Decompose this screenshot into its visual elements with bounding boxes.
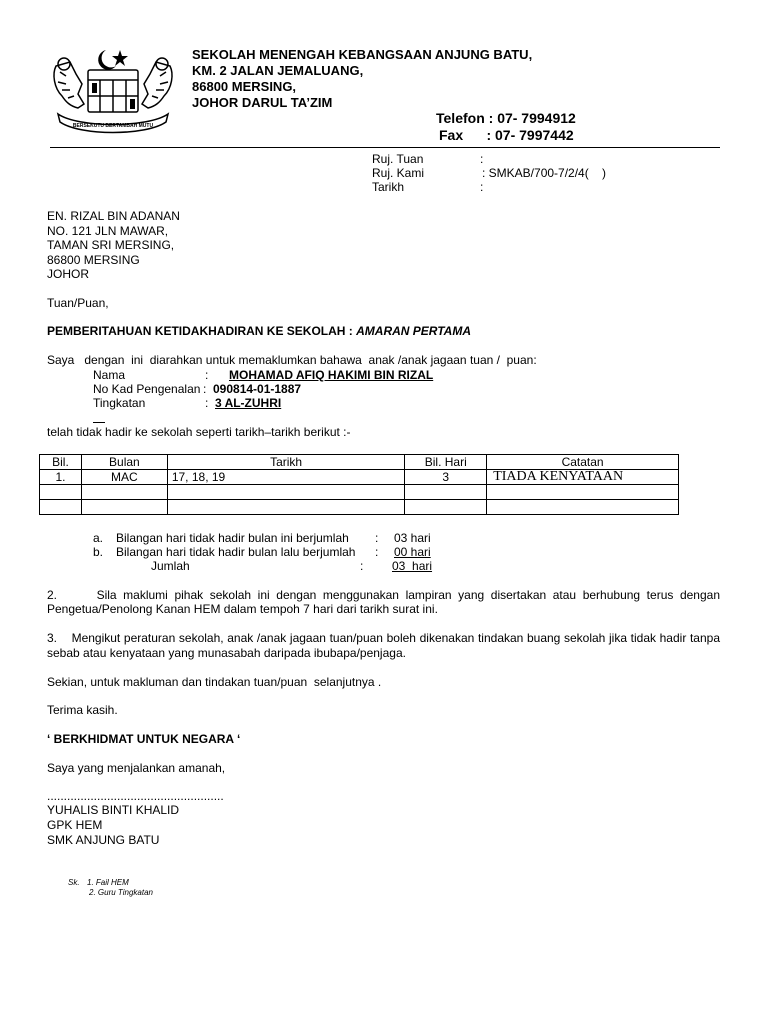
summary-b-label: b. bbox=[93, 545, 104, 559]
motto: ‘ BERKHIDMAT UNTUK NEGARA ‘ bbox=[47, 732, 241, 746]
ic-label: No Kad Pengenalan bbox=[93, 382, 201, 396]
closing-1: Sekian, untuk makluman dan tindakan tuan/puan selanjutnya . bbox=[47, 675, 382, 689]
header-bil: Bil. bbox=[40, 455, 82, 470]
summary-a-value: 03 hari bbox=[394, 531, 431, 545]
jumlah-value: 03 hari bbox=[392, 559, 433, 573]
fax-label: Fax : bbox=[439, 127, 492, 143]
closing-2: Terima kasih. bbox=[47, 703, 118, 717]
ruj-tuan-value: : bbox=[480, 152, 484, 166]
telefon-value: 07- 7994912 bbox=[497, 110, 576, 126]
header-bulan: Bulan bbox=[81, 455, 167, 470]
header-catatan: Catatan bbox=[487, 455, 679, 470]
recipient-line-4: 86800 MERSING bbox=[47, 253, 140, 267]
summary-b-value-text: 00 hari bbox=[394, 545, 431, 559]
tarikh-label: Tarikh bbox=[372, 180, 405, 194]
recipient-line-1: EN. RIZAL BIN ADANAN bbox=[47, 209, 180, 223]
signatory-school: SMK ANJUNG BATU bbox=[47, 833, 160, 847]
telefon bbox=[436, 109, 576, 127]
ruj-kami-label: Ruj. Kami bbox=[372, 166, 425, 180]
summary-b-text: Bilangan hari tidak hadir bulan lalu berjumlah bbox=[116, 545, 356, 559]
cell-bulan: MAC bbox=[81, 470, 167, 485]
paragraph-2-line-2: Pengetua/Penolong Kanan HEM dalam tempoh 7 hari dari tarikh surat ini. bbox=[47, 602, 438, 616]
salutation: Tuan/Puan, bbox=[47, 296, 109, 310]
absence-intro: telah tidak hadir ke sekolah seperti tarikh–tarikh berikut :- bbox=[47, 425, 351, 439]
school-name: SEKOLAH MENENGAH KEBANGSAAN ANJUNG BATU, bbox=[192, 47, 533, 62]
recipient-line-5: JOHOR bbox=[47, 267, 89, 281]
cc-item-2: 2. Guru Tingkatan bbox=[89, 888, 153, 897]
ruj-kami-value: : SMKAB/700-7/2/4( ) bbox=[482, 166, 607, 180]
tingkatan-label: Tingkatan bbox=[93, 396, 146, 410]
nama-value: MOHAMAD AFIQ HAKIMI BIN RIZAL bbox=[229, 368, 434, 382]
letterhead-divider bbox=[50, 147, 720, 148]
signatory-name: YUHALIS BINTI KHALID bbox=[47, 803, 180, 817]
summary-b-colon: : bbox=[375, 545, 379, 559]
intro-text: Saya dengan ini diarahkan untuk memaklumkan bahawa anak /anak jagaan tuan / puan: bbox=[47, 353, 537, 367]
amanah: Saya yang menjalankan amanah, bbox=[47, 761, 226, 775]
school-address-2: 86800 MERSING, bbox=[192, 79, 297, 94]
paragraph-3-line-1: 3. Mengikut peraturan sekolah, anak /anak jagaan tuan/puan boleh dikenakan tindakan buang sekolah jika tidak hadir tanpa bbox=[47, 631, 720, 645]
summary-a-colon: : bbox=[375, 531, 379, 545]
header-tarikh: Tarikh bbox=[167, 455, 405, 470]
summary-a-text: Bilangan hari tidak hadir bulan ini berjumlah bbox=[116, 531, 349, 545]
ruj-tuan-label: Ruj. Tuan bbox=[372, 152, 424, 166]
header-bil-hari: Bil. Hari bbox=[405, 455, 487, 470]
crest-motto: BERSEKUTU BERTAMBAH MUTU bbox=[72, 123, 154, 129]
nama-colon: : bbox=[205, 368, 209, 382]
ic-colon: : bbox=[203, 382, 207, 396]
tarikh-value: : bbox=[480, 180, 484, 194]
fax bbox=[439, 126, 574, 144]
tingkatan-colon: : bbox=[205, 396, 209, 410]
cell-bil: 1. bbox=[40, 470, 82, 485]
cell-bil-hari: 3 bbox=[405, 470, 487, 485]
jumlah-colon: : bbox=[360, 559, 364, 573]
recipient-line-2: NO. 121 JLN MAWAR, bbox=[47, 224, 169, 238]
table-row bbox=[40, 470, 679, 485]
cell-tarikh: 17, 18, 19 bbox=[167, 470, 405, 485]
recipient-line-3: TAMAN SRI MERSING, bbox=[47, 238, 175, 252]
fax-value: 07- 7997442 bbox=[495, 127, 574, 143]
subject bbox=[47, 324, 471, 338]
summary-a-label: a. bbox=[93, 531, 104, 545]
paragraph-2-line-1: 2. Sila maklumi pihak sekolah ini dengan menggunakan lampiran yang disertakan atau berhubung terus dengan bbox=[47, 588, 720, 602]
school-crest-logo bbox=[48, 44, 178, 136]
school-address-1: KM. 2 JALAN JEMALUANG, bbox=[192, 63, 364, 78]
cc-item-1: 1. Fail HEM bbox=[87, 878, 129, 887]
table-row bbox=[40, 500, 679, 515]
subject-main: PEMBERITAHUAN KETIDAKHADIRAN KE SEKOLAH : bbox=[47, 324, 357, 338]
cc-label: Sk. bbox=[68, 878, 80, 887]
telefon-label: Telefon : bbox=[436, 110, 494, 126]
signatory-title: GPK HEM bbox=[47, 818, 103, 832]
table-row bbox=[40, 485, 679, 500]
nama-label: Nama bbox=[93, 368, 126, 382]
table-header-row bbox=[40, 455, 679, 470]
absence-table bbox=[39, 454, 679, 515]
subject-emphasis: AMARAN PERTAMA bbox=[356, 324, 472, 338]
paragraph-3-line-2: sebab atau kenyataan yang munasabah daripada ibubapa/penjaga. bbox=[47, 646, 406, 660]
summary-b-value bbox=[394, 545, 431, 559]
tingkatan-value: 3 AL-ZUHRI bbox=[215, 396, 282, 410]
ic-value: 090814-01-1887 bbox=[213, 382, 302, 396]
blank-underline bbox=[93, 422, 105, 423]
school-address-3: JOHOR DARUL TA’ZIM bbox=[192, 95, 333, 110]
signature-line: ..................................................... bbox=[47, 789, 224, 803]
jumlah-label: Jumlah bbox=[151, 559, 190, 573]
cell-catatan: TIADA KENYATAAN bbox=[487, 470, 679, 485]
